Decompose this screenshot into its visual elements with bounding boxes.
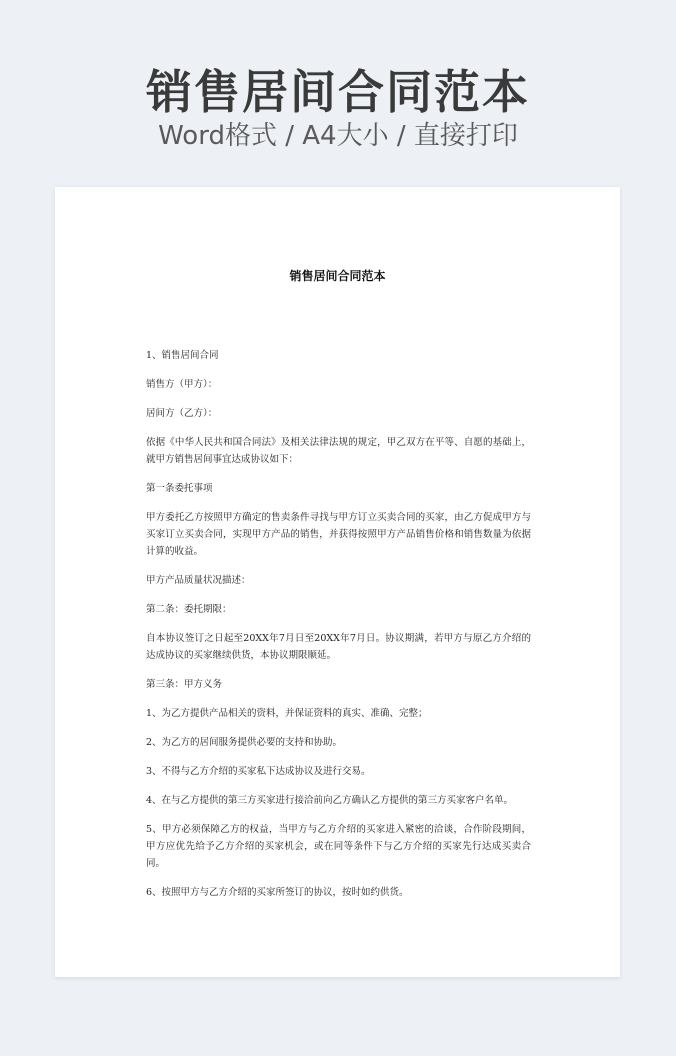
banner-title: 销售居间合同范本 [146,65,530,119]
doc-paragraph: 4、在与乙方提供的第三方买家进行接洽前向乙方确认乙方提供的第三方买家客户名单。 [146,795,514,806]
doc-paragraph: 居间方（乙方）： [146,408,218,419]
doc-paragraph: 第一条委托事项 [146,483,213,494]
doc-paragraph: 5、甲方必须保障乙方的权益，当甲方与乙方介绍的买家进入紧密的洽谈，合作阶段期间，甲方应优先给予乙方介绍的买家机会，或在同等条件下与乙方介绍的买家先行达成买卖合同。 [146,824,531,869]
doc-paragraph: 销售方（甲方）： [146,379,218,390]
doc-paragraph: 甲方产品质量状况描述： [146,575,251,586]
doc-paragraph: 第二条：委托期限： [146,604,232,615]
doc-paragraph: 2、为乙方的居间服务提供必要的支持和协助。 [146,737,343,748]
banner-subtitle: Word格式 / A4大小 / 直接打印 [158,121,518,151]
doc-paragraph: 自本协议签订之日起至20XX年7月日至20XX年7月日。协议期满，若甲方与原乙方介绍的达成协议的买家继续供货，本协议期限顺延。 [146,633,531,661]
document-title: 销售居间合同范本 [289,269,386,283]
doc-paragraph: 6、按照甲方与乙方介绍的买家所签订的协议，按时如约供货。 [146,887,409,898]
document-page [55,187,620,977]
doc-paragraph: 1、销售居间合同 [146,350,219,361]
doc-paragraph: 1、为乙方提供产品相关的资料，并保证资料的真实、准确、完整； [146,708,428,719]
doc-paragraph: 第三条：甲方义务 [146,679,223,690]
document-body [146,347,531,913]
doc-paragraph: 依据《中华人民共和国合同法》及相关法律法规的规定，甲乙双方在平等、自愿的基础上，就甲方销售居间事宜达成协议如下： [146,437,531,465]
doc-paragraph: 甲方委托乙方按照甲方确定的售卖条件寻找与甲方订立买卖合同的买家，由乙方促成甲方与买家订立买卖合同，实现甲方产品的销售，并获得按照甲方产品销售价格和销售数量为依据计算的收益。 [146,512,531,557]
doc-paragraph: 3、不得与乙方介绍的买家私下达成协议及进行交易。 [146,766,371,777]
